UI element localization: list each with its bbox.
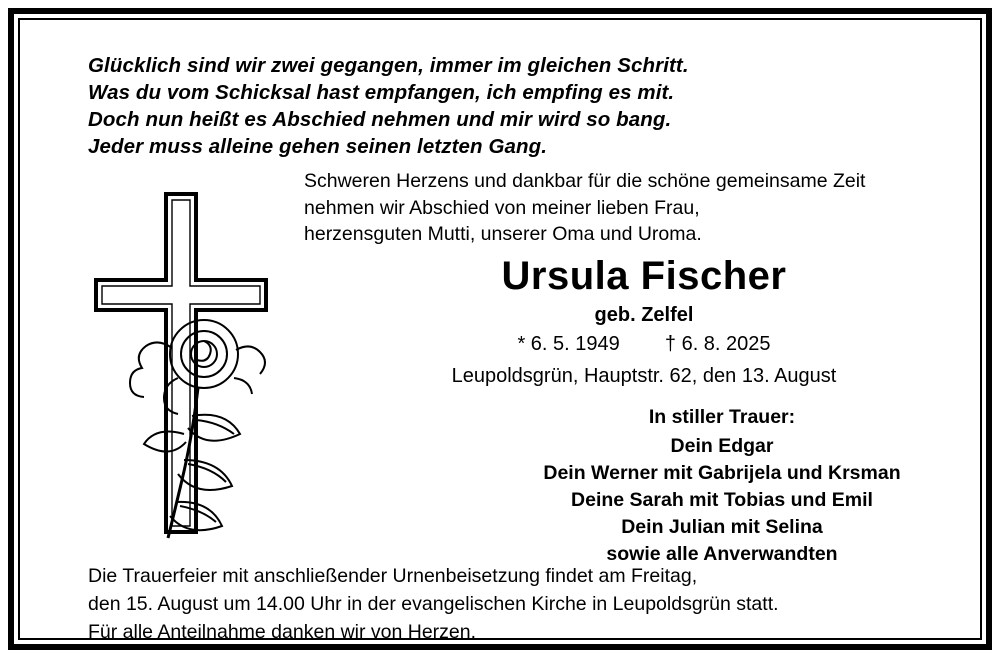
intro-line-3: herzensguten Mutti, unserer Oma und Uroma. <box>304 223 702 245</box>
life-dates <box>304 333 984 356</box>
poem-block <box>88 52 689 160</box>
closing-line-1: Die Trauerfeier mit anschließender Urnenbeisetzung findet am Freitag, <box>88 565 698 587</box>
intro-block <box>304 168 865 248</box>
place-and-date-line: Leupoldsgrün, Hauptstr. 62, den 13. August <box>451 365 837 387</box>
mourner-line-3: Deine Sarah mit Tobias und Emil <box>571 489 873 511</box>
poem-line-3: Doch nun heißt es Abschied nehmen und mir wird so bang. <box>88 108 672 131</box>
closing-line-3: Für alle Anteilnahme danken wir von Herzen. <box>88 621 477 643</box>
poem-line-2: Was du vom Schicksal hast empfangen, ich empfing es mit. <box>88 81 675 104</box>
mourner-line-2: Dein Werner mit Gabrijela und Krsman <box>543 462 901 484</box>
mourner-line-5: sowie alle Anverwandten <box>606 543 838 565</box>
deceased-name: Ursula Fischer <box>501 254 787 298</box>
intro-line-1: Schweren Herzens und dankbar für die schöne gemeinsame Zeit <box>304 170 866 192</box>
mourners-block <box>502 404 942 568</box>
mourner-line-1: Dein Edgar <box>670 435 774 457</box>
funeral-details-block <box>88 562 779 646</box>
closing-line-2: den 15. August um 14.00 Uhr in der evangelischen Kirche in Leupoldsgrün statt. <box>88 593 779 615</box>
inner-border <box>18 18 982 643</box>
poem-line-1: Glücklich sind wir zwei gegangen, immer im gleichen Schritt. <box>88 54 689 77</box>
poem-line-4: Jeder muss alleine gehen seinen letzten Gang. <box>88 135 548 158</box>
birth-date: * 6. 5. 1949 <box>517 333 620 355</box>
death-date: † 6. 8. 2025 <box>664 333 771 355</box>
maiden-name: geb. Zelfel <box>594 304 694 326</box>
mourner-line-4: Dein Julian mit Selina <box>621 516 823 538</box>
mourners-heading: In stiller Trauer: <box>648 406 796 428</box>
cross-with-rose-illustration <box>88 164 308 544</box>
notice-content <box>42 42 958 643</box>
intro-line-2: nehmen wir Abschied von meiner lieben Frau, <box>304 196 700 219</box>
